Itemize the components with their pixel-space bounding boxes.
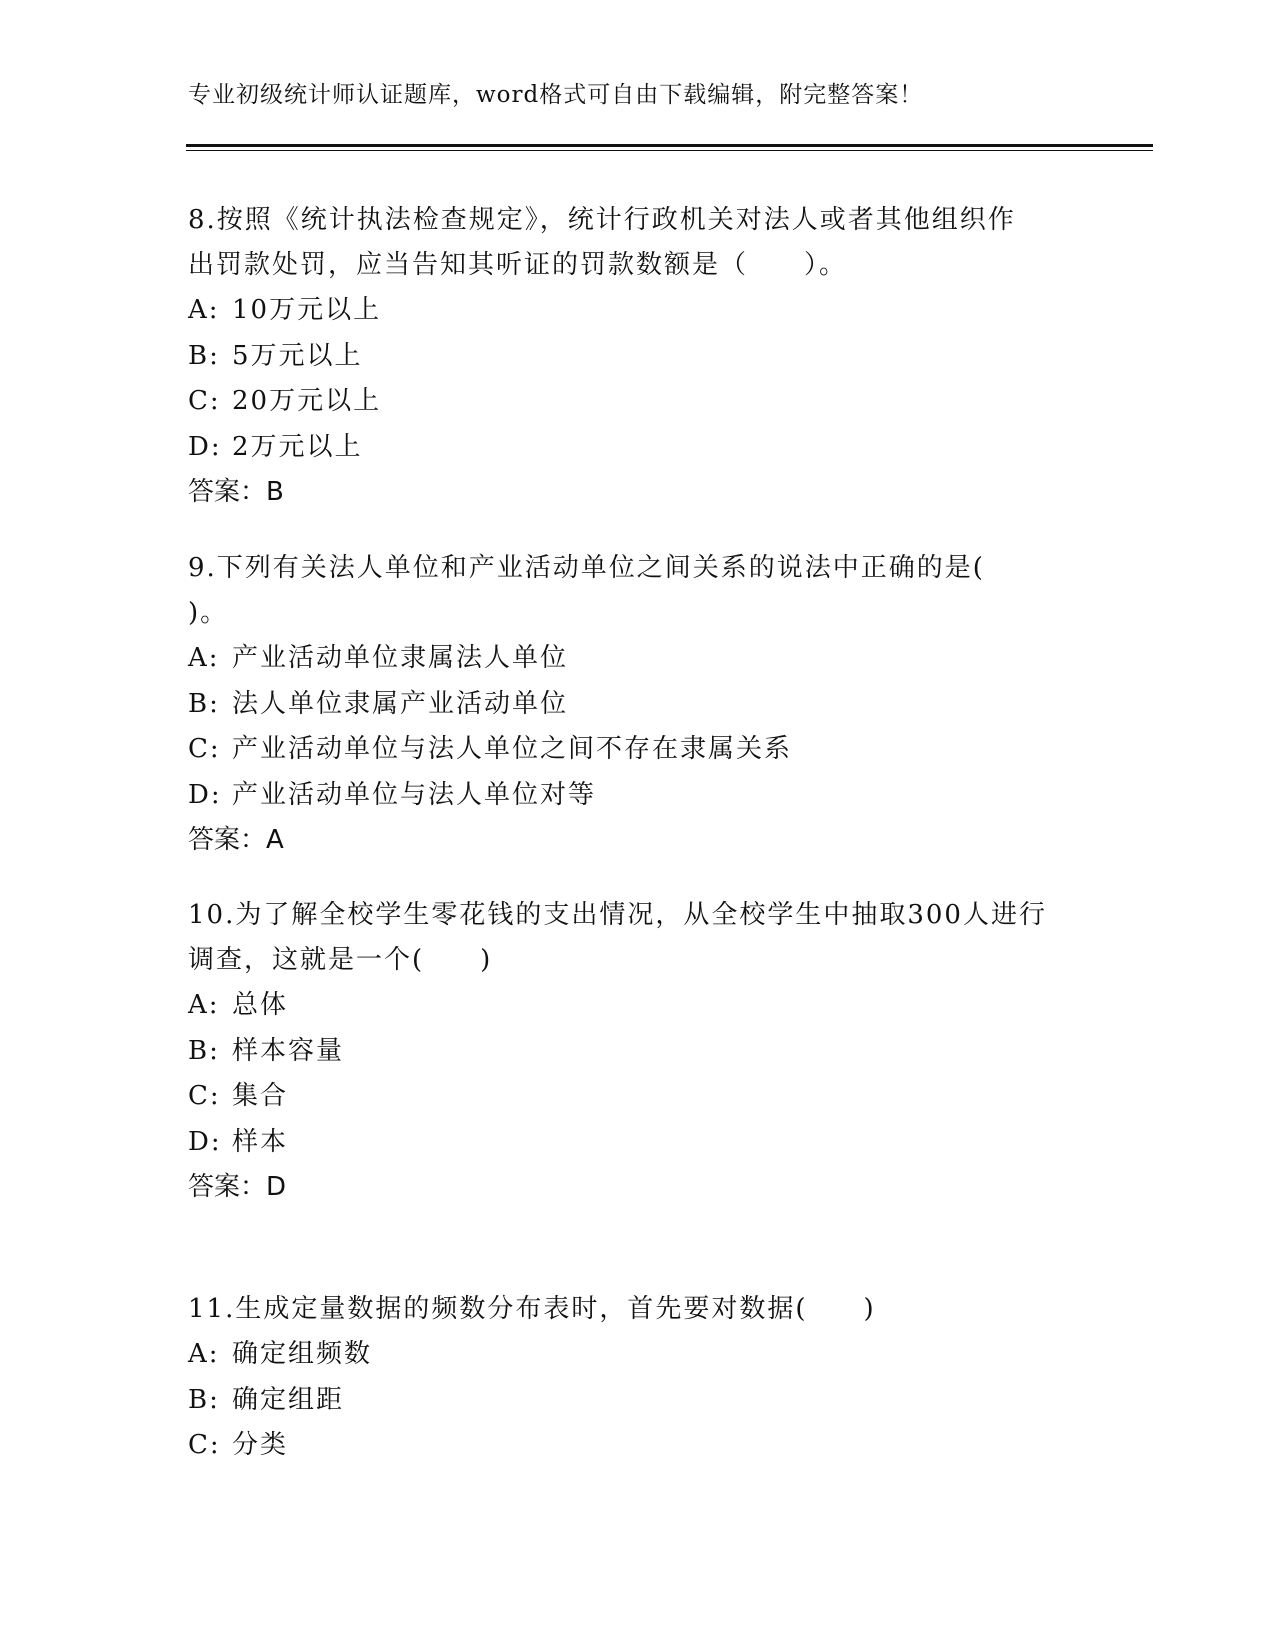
question-stem-line: 出罚款处罚，应当告知其听证的罚款数额是（ ）。 (188, 250, 848, 280)
option-text: 10万元以上 (232, 295, 382, 325)
option-key: A: (188, 990, 220, 1020)
option-c (188, 1423, 1088, 1469)
option-text: 确定组距 (232, 1384, 345, 1415)
option-text: 2万元以上 (232, 431, 363, 462)
option-d (188, 1120, 1088, 1166)
option-d (188, 773, 1088, 819)
option-key: B: (188, 1035, 220, 1066)
question-stem-line: 10.为了解全校学生零花钱的支出情况，从全校学生中抽取300人进行 (188, 900, 1047, 930)
question-9 (188, 546, 1088, 864)
answer-line: 答案：D (188, 1172, 287, 1202)
option-key: A: (188, 643, 220, 673)
option-a (188, 636, 1088, 682)
option-b (188, 682, 1088, 728)
option-text: 产业活动单位与法人单位对等 (232, 779, 597, 810)
option-text: 集合 (232, 1081, 289, 1111)
option-d (188, 425, 1088, 471)
option-c (188, 727, 1088, 773)
option-key: D: (188, 1126, 222, 1157)
option-b (188, 1029, 1088, 1075)
option-text: 产业活动单位与法人单位之间不存在隶属关系 (232, 734, 793, 764)
option-c (188, 379, 1088, 425)
question-stem-line: 9.下列有关法人单位和产业活动单位之间关系的说法中正确的是( (188, 553, 985, 583)
header-rule-thick (186, 144, 1153, 147)
option-text: 样本 (232, 1126, 289, 1157)
header-rule-thin (186, 150, 1153, 151)
option-text: 样本容量 (232, 1035, 345, 1066)
option-a (188, 1332, 1088, 1378)
question-11 (188, 1287, 1088, 1469)
option-text: 分类 (232, 1430, 289, 1460)
option-a (188, 288, 1088, 334)
option-text: 法人单位隶属产业活动单位 (232, 688, 569, 719)
question-8 (188, 198, 1088, 516)
question-10 (188, 893, 1088, 1211)
question-stem-line: 11.生成定量数据的频数分布表时，首先要对数据( ) (188, 1294, 876, 1324)
option-key: A: (188, 295, 220, 325)
answer-line: 答案：A (188, 825, 284, 855)
option-key: D: (188, 431, 222, 462)
option-a (188, 983, 1088, 1029)
option-text: 总体 (232, 990, 289, 1020)
option-key: A: (188, 1339, 220, 1369)
option-text: 产业活动单位隶属法人单位 (232, 643, 569, 673)
option-text: 20万元以上 (232, 386, 382, 416)
option-key: C: (188, 734, 221, 764)
option-key: C: (188, 1081, 221, 1111)
option-key: C: (188, 386, 221, 416)
header-text: 专业初级统计师认证题库，word格式可自由下载编辑，附完整答案！ (188, 82, 924, 108)
option-key: B: (188, 1384, 220, 1415)
question-stem-line: )。 (188, 598, 229, 628)
option-text: 5万元以上 (232, 340, 363, 371)
option-key: B: (188, 688, 220, 719)
option-key: B: (188, 340, 220, 371)
option-key: D: (188, 779, 222, 810)
question-stem-line: 调查，这就是一个( ) (188, 945, 493, 975)
answer-line: 答案：B (188, 477, 284, 507)
option-c (188, 1074, 1088, 1120)
option-key: C: (188, 1430, 221, 1460)
option-text: 确定组频数 (232, 1339, 373, 1369)
question-stem-line: 8.按照《统计执法检查规定》，统计行政机关对法人或者其他组织作 (188, 205, 1016, 235)
option-b (188, 334, 1088, 380)
option-b (188, 1378, 1088, 1424)
